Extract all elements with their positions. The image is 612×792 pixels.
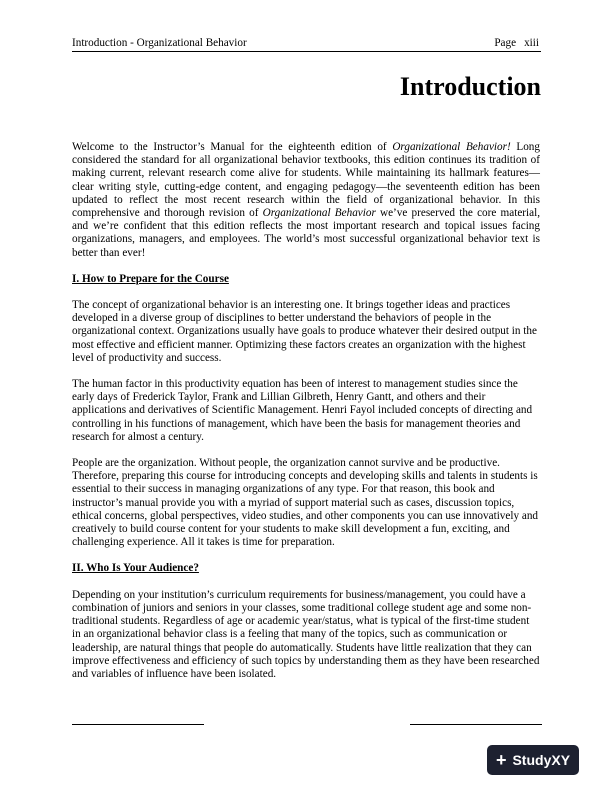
page-title: Introduction bbox=[399, 72, 541, 101]
footer-rule-left bbox=[72, 724, 204, 725]
header-title: Introduction - Organizational Behavior bbox=[72, 37, 247, 49]
section-heading-prepare: I. How to Prepare for the Course bbox=[72, 272, 229, 285]
intro-text-2: Long considered the standard for all organizational behavior textbooks, this edition continues its tradition of making current, relevant research come alive for students. While maintaining its hallmark features—clear writing style, cutting-edge content, and engaging pedagogy—the seventeenth edition has been updated to reflect the most recent research within the field of organizational behavior. In this comprehensive and thorough revision of bbox=[72, 141, 540, 220]
intro-text-3: we’ve preserved the core material, and we’re confident that this edition reflects the most important research and topical issues facing organizations, managers, and employees. The world’s most successful organizational behavior text is better than ever! bbox=[72, 207, 540, 259]
studyxy-badge[interactable] bbox=[487, 745, 579, 775]
footer-rule-right bbox=[410, 724, 542, 725]
intro-paragraph bbox=[72, 141, 540, 260]
intro-book-title: Organizational Behavior! bbox=[392, 141, 511, 153]
header-page-label: Page bbox=[494, 37, 517, 49]
header-page-number: xiii bbox=[524, 37, 539, 49]
page-header bbox=[72, 37, 541, 52]
paragraph: The concept of organizational behavior is an interesting one. It brings together ideas and practices developed in a diverse group of disciplines to better understand the behaviors of people in the organizational context. Organizations usually have goals to produce whatever their desired output in the most effective and efficient manner. Optimizing these factors creates an organization with the highest level of productivity and success. bbox=[72, 299, 537, 364]
paragraph: People are the organization. Without people, the organization cannot survive and be productive. Therefore, preparing this course for introducing concepts and developing skills and talents in students is essential to their success in managing organizations of any type. For that reason, this book and instructor’s manual provide you with a myriad of support material such as cases, discussion topics, ethical concerns, global perspectives, video studies, and other components you can use innovatively and creatively to build course content for your students to make skill development a fun, exciting, and challenging experience. All it takes is time for preparation. bbox=[72, 457, 539, 549]
intro-book-title-2: Organizational Behavior bbox=[262, 207, 376, 220]
intro-text-1: Welcome to the Instructor’s Manual for the eighteenth edition of bbox=[72, 141, 393, 153]
paragraph: Depending on your institution’s curriculum requirements for business/management, you could have a combination of juniors and seniors in your classes, some traditional college student age and some non-traditional students. Regardless of age or academic year/status, what is typical of the first-time student in an organizational behavior class is a feeling that many of the topics, such as communication or leadership, are natural things that people do automatically. Students have little realization that they can improve effectiveness and efficiency of such topics by understanding them as they have been researched and variables of influence have been isolated. bbox=[72, 588, 540, 680]
paragraph: The human factor in this productivity equation has been of interest to management studies since the early days of Frederick Taylor, Frank and Lillian Gilbreth, Henry Gantt, and others and their applications and derivatives of Scientific Management. Henri Fayol included concepts of directing and controlling in his functions of management, which have been the basis for management theories and research for almost a century. bbox=[72, 378, 533, 443]
badge-label: StudyXY bbox=[512, 752, 571, 768]
document-body bbox=[72, 141, 540, 681]
plus-icon: + bbox=[495, 750, 507, 770]
header-page bbox=[494, 37, 539, 50]
section-heading-audience: II. Who Is Your Audience? bbox=[72, 562, 199, 575]
